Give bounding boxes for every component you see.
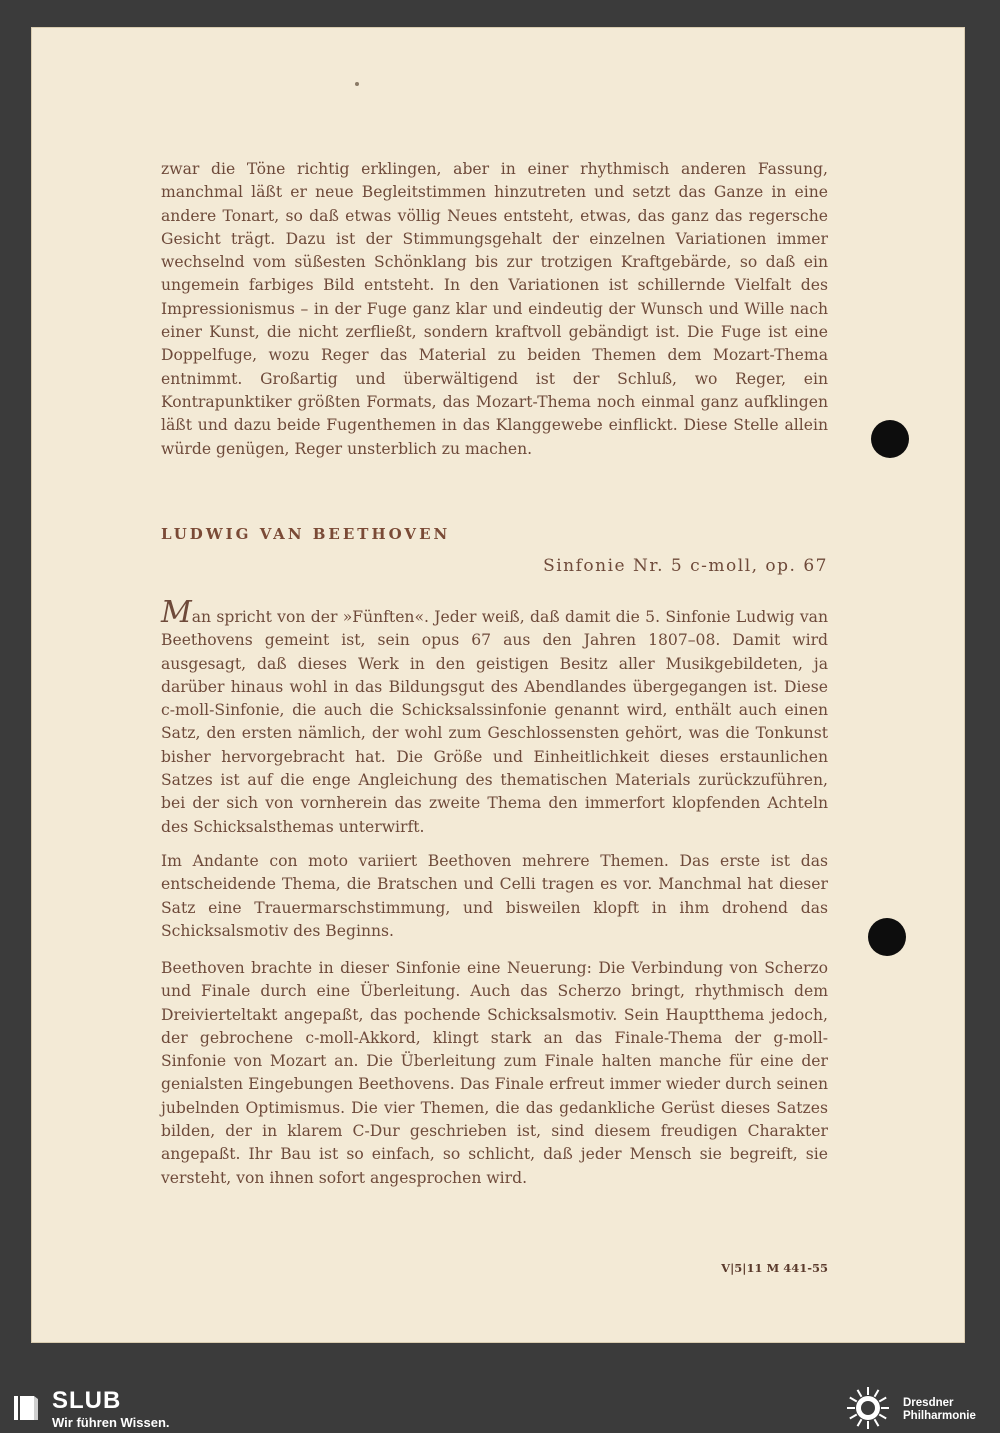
viewer-footer-bar <box>0 1383 1000 1433</box>
paragraph-beethoven-intro <box>161 595 828 839</box>
paragraph-andante: Im Andante con moto variiert Beethoven mehrere Themen. Das erste ist das entscheidende Thema, die Bratschen und Celli tragen es vor. Manchmal hat dieser Satz eine Trauermarschstimmung, und bisweilen klopft in ihm drohend das Schicksalsmotiv des Beginns. <box>161 852 828 940</box>
paragraph-beethoven-intro-text: an spricht von der »Fünften«. Jeder weiß, daß damit die 5. Sinfonie Ludwig van Beethovens gemeint ist, sein opus 67 aus den Jahren 1807–08. Damit wird ausgesagt, daß dieses Werk in den geistigen Besitz aller Musikgebildeten, ja darüber hinaus wohl in das Bildungsgut des Abendlandes übergegangen ist. Diese c-moll-Sinfonie, die auch die Schicksalssinfonie genannt wird, enthält auch einen Satz, den ersten nämlich, der wohl zum Geschlossensten gehört, was die Tonkunst bisher hervorgebracht hat. Die Größe und Einheitlichkeit dieses erstaunlichen Satzes ist auf die enge Angleichung des thematischen Materials zurückzuführen, bei der sich von vornherein das zweite Thema den immerfort klopfenden Achteln des Schicksalsthemas unterwirft. <box>161 608 828 836</box>
philharmonie-sun-icon <box>843 1386 893 1430</box>
slub-tagline: Wir führen Wissen. <box>52 1415 170 1430</box>
slub-logo-text[interactable]: SLUB <box>52 1387 122 1414</box>
partner-name-line1: Dresdner <box>903 1397 954 1409</box>
punch-hole-bottom <box>868 918 906 956</box>
paragraph-reger-fugue: zwar die Töne richtig erklingen, aber in einer rhythmisch anderen Fassung, manchmal läßt er neue Begleitstimmen hinzutreten und setzt das Ganze in eine andere Tonart, so daß etwas völlig Neues entsteht, etwas, das ganz das regersche Gesicht trägt. Dazu ist der Stimmungsgehalt der einzelnen Variationen immer wechselnd vom süßesten Schönklang bis zur trotzigen Kraftgebärde, so daß ein ungemein farbiges Bild entsteht. In den Variationen ist schillernde Vielfalt des Impressionismus – in der Fuge ganz klar und eindeutig der Wunsch und Wille nach einer Kunst, die nicht zerfließt, sondern kraftvoll gebändigt ist. Die Fuge ist eine Doppelfuge, wozu Reger das Material zu beiden Themen dem Mozart-Thema entnimmt. Großartig und überwältigend ist der Schluß, wo Reger, ein Kontrapunktiker größten Formats, das Mozart-Thema noch einmal ganz aufklingen läßt und dazu beide Fugenthemen in das Klanggewebe einflickt. Diese Stelle allein würde genügen, Reger unsterblich zu machen. <box>161 160 828 458</box>
partner-name-line2: Philharmonie <box>903 1410 976 1422</box>
partner-logo-text[interactable] <box>903 1397 976 1423</box>
paper-speck <box>355 82 359 86</box>
paragraph-finale: Beethoven brachte in dieser Sinfonie eine Neuerung: Die Verbindung von Scherzo und Finale durch eine Überleitung. Auch das Scherzo bringt, rhythmisch dem Dreivierteltakt angepaßt, das pochende Schicksalsmotiv. Sein Hauptthema jedoch, der gebrochene c-moll-Akkord, klingt stark an das Finale-Thema der g-moll-Sinfonie von Mozart an. Die Überleitung zum Finale halten manche für eine der genialsten Eingebungen Beethovens. Das Finale erfreut immer wieder durch seinen jubelnden Optimismus. Die vier Themen, die das gedankliche Gerüst dieses Satzes bilden, der in klarem C-Dur geschrieben ist, sind diesem freudigen Charakter angepaßt. Ihr Bau ist so einfach, so schlicht, daß jeder Mensch sie begreift, sie versteht, von ihnen sofort angesprochen wird. <box>161 959 828 1187</box>
punch-hole-top <box>871 420 909 458</box>
slub-book-icon <box>10 1393 40 1423</box>
composer-heading: LUDWIG VAN BEETHOVEN <box>161 525 451 543</box>
work-title: Sinfonie Nr. 5 c-moll, op. 67 <box>543 556 828 576</box>
print-code: V|5|11 M 441-55 <box>721 1261 828 1275</box>
initial-letter: M <box>161 595 192 630</box>
